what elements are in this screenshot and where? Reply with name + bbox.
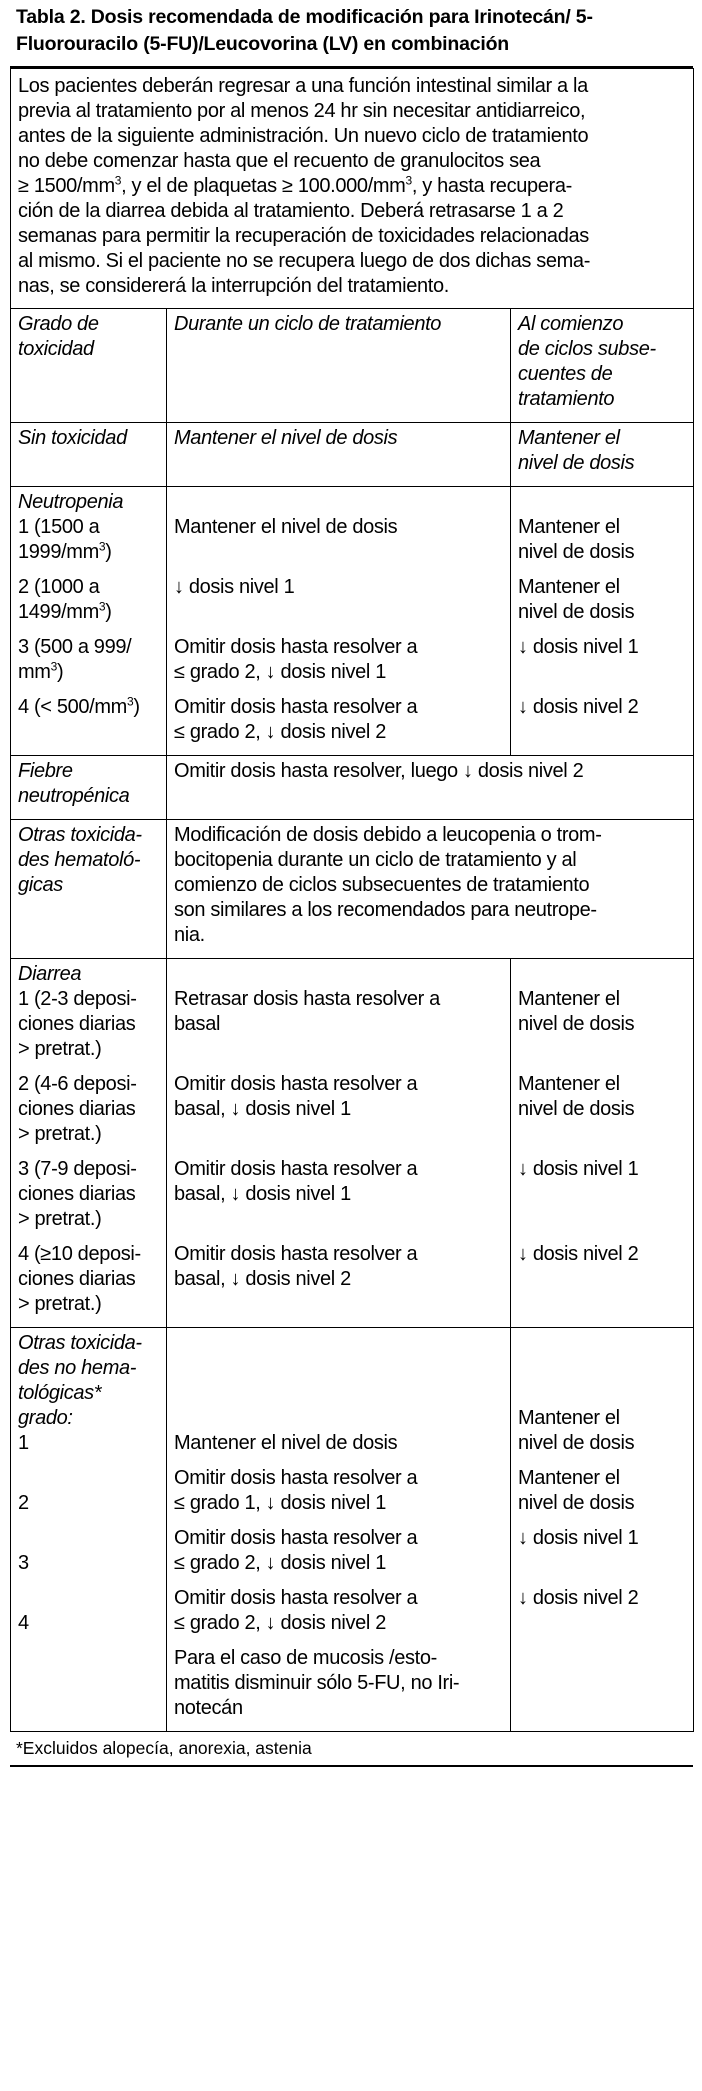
cell-text: Mantener el xyxy=(518,1467,620,1489)
intro-line xyxy=(18,174,686,199)
cell-text: bocitopenia durante un ciclo de tratamiento y al xyxy=(174,849,577,871)
grade-text xyxy=(18,600,159,625)
grade-text xyxy=(18,695,159,720)
cell-next xyxy=(511,959,694,1328)
superscript: 3 xyxy=(98,539,106,554)
spacer xyxy=(18,685,159,695)
spacer xyxy=(174,1456,503,1466)
spacer xyxy=(518,490,686,515)
grade-paren: ) xyxy=(133,696,140,718)
spacer xyxy=(518,1551,686,1586)
spacer xyxy=(174,1207,503,1242)
group-label: des no hema- xyxy=(18,1357,137,1379)
cell-text: Omitir dosis hasta resolver a xyxy=(174,1527,418,1549)
title-line: Fluorouracilo (5-FU)/Leucovorina (LV) en combinación xyxy=(16,33,510,55)
spacer xyxy=(518,1516,686,1526)
grade-text: 3 (500 a 999/ xyxy=(18,636,132,658)
cell-during xyxy=(167,487,511,756)
cell-next xyxy=(511,1328,694,1732)
title-line: Tabla 2. Dosis recomendada de modificación para Irinotecán/ 5- xyxy=(16,6,593,28)
cell-text: Omitir dosis hasta resolver a xyxy=(174,1073,418,1095)
cell-text: Mantener el xyxy=(518,988,620,1010)
cell-text: basal, ↓ dosis nivel 1 xyxy=(174,1098,351,1120)
document-page xyxy=(10,0,693,1767)
grade-text: ciones diarias xyxy=(18,1013,136,1035)
spacer xyxy=(18,1232,159,1242)
group-label: grado: xyxy=(18,1407,73,1429)
grade-text: ciones diarias xyxy=(18,1268,136,1290)
cell-text: Omitir dosis hasta resolver a xyxy=(174,696,418,718)
row-febrile-neutropenia xyxy=(11,756,694,820)
granulocyte-threshold: ≥ 1500/mm xyxy=(18,175,115,197)
platelet-threshold: , y el de plaquetas ≥ 100.000/mm xyxy=(121,175,406,197)
cell-text: ↓ dosis nivel 1 xyxy=(518,1527,639,1549)
intro-line: Los pacientes deberán regresar a una función intestinal similar a la xyxy=(18,75,588,97)
intro-line: al mismo. Si el paciente no se recupera luego de dos dichas sema- xyxy=(18,250,591,272)
cell-text: Fiebre xyxy=(18,760,73,782)
grade-text: ciones diarias xyxy=(18,1183,136,1205)
grade-paren: ) xyxy=(105,601,112,623)
cell-grade xyxy=(11,1328,167,1732)
cell-text: basal, ↓ dosis nivel 2 xyxy=(174,1268,351,1290)
header-text: tratamiento xyxy=(518,388,615,410)
table-title xyxy=(10,0,693,66)
superscript: 3 xyxy=(50,659,57,674)
cell-text: Mantener el nivel de dosis xyxy=(174,516,398,538)
grade-paren: ) xyxy=(105,541,112,563)
spacer xyxy=(18,720,159,745)
cell-text: nivel de dosis xyxy=(518,1013,635,1035)
grade-paren: ) xyxy=(56,661,64,683)
grade-text: 3 (7-9 deposi- xyxy=(18,1158,137,1180)
superscript: 3 xyxy=(126,694,134,709)
cell-next xyxy=(511,487,694,756)
header-text: de ciclos subse- xyxy=(518,338,656,360)
spacer xyxy=(518,1037,686,1072)
spacer xyxy=(518,962,686,987)
cell-text: Mantener el nivel de dosis xyxy=(174,1432,398,1454)
spacer xyxy=(174,540,503,575)
cell-text: Omitir dosis hasta resolver a xyxy=(174,1587,418,1609)
cell-text: Omitir dosis hasta resolver a xyxy=(174,1158,418,1180)
cell-grade xyxy=(11,487,167,756)
intro-cell xyxy=(11,69,694,309)
header-next-cycles xyxy=(511,309,694,423)
grade-text xyxy=(18,540,159,565)
header-text: Grado de xyxy=(18,313,99,335)
cell-during xyxy=(167,1328,511,1732)
cell-text: nivel de dosis xyxy=(518,1432,635,1454)
header-text: toxicidad xyxy=(18,338,94,360)
cell-text: ↓ dosis nivel 1 xyxy=(518,1158,639,1180)
cell-text: neutropénica xyxy=(18,785,130,807)
cell-text: comienzo de ciclos subsecuentes de tratamiento xyxy=(174,874,590,896)
spacer xyxy=(518,565,686,575)
header-during-cycle xyxy=(167,309,511,423)
cell-text: ≤ grado 2, ↓ dosis nivel 2 xyxy=(174,721,386,743)
superscript: 3 xyxy=(98,599,106,614)
cell-text: basal, ↓ dosis nivel 1 xyxy=(174,1183,351,1205)
spacer xyxy=(174,490,503,515)
grade-text: 2 xyxy=(18,1492,29,1514)
intro-line: antes de la siguiente administración. Un nuevo ciclo de tratamiento xyxy=(18,125,589,147)
cell-during-merged: Omitir dosis hasta resolver, luego ↓ dosis nivel 2 xyxy=(167,756,694,820)
spacer xyxy=(18,1147,159,1157)
spacer xyxy=(174,1636,503,1646)
spacer xyxy=(174,962,503,987)
cell-text: des hematoló- xyxy=(18,849,141,871)
cell-text: Omitir dosis hasta resolver a xyxy=(174,1243,418,1265)
mucositis-note: matitis disminuir sólo 5-FU, no Iri- xyxy=(174,1672,460,1694)
grade-text: 2 (4-6 deposi- xyxy=(18,1073,137,1095)
cell-text: Mantener el xyxy=(518,1073,620,1095)
spacer xyxy=(18,565,159,575)
superscript: 3 xyxy=(405,173,412,188)
cell-text: nivel de dosis xyxy=(518,601,635,623)
cell-text: ≤ grado 1, ↓ dosis nivel 1 xyxy=(174,1492,386,1514)
grade-text: 1 xyxy=(18,1432,29,1454)
spacer xyxy=(174,600,503,635)
cell-text: gicas xyxy=(18,874,63,896)
grade-text: > pretrat.) xyxy=(18,1208,102,1230)
cell-text: nivel de dosis xyxy=(518,452,635,474)
intro-row xyxy=(11,69,694,309)
cell-text: Mantener el xyxy=(518,427,620,449)
grade-text: 2 (1000 a xyxy=(18,576,100,598)
cell-text: Modificación de dosis debido a leucopenia o trom- xyxy=(174,824,602,846)
cell-text: ↓ dosis nivel 1 xyxy=(174,576,295,598)
grade-text: 3 xyxy=(18,1552,29,1574)
spacer xyxy=(18,1456,159,1491)
grade-unit: 1499/mm xyxy=(18,601,99,623)
cell-text: son similares a los recomendados para neutrope- xyxy=(174,899,597,921)
cell-text: ↓ dosis nivel 2 xyxy=(518,696,639,718)
cell-during-merged xyxy=(167,820,694,959)
spacer xyxy=(518,1122,686,1157)
cell-text: ≤ grado 2, ↓ dosis nivel 2 xyxy=(174,1612,386,1634)
cell-text: basal xyxy=(174,1013,221,1035)
row-other-hematologic xyxy=(11,820,694,959)
spacer xyxy=(174,685,503,695)
intro-line: semanas para permitir la recuperación de toxicidades relacionadas xyxy=(18,225,589,247)
cell-text: nivel de dosis xyxy=(518,1098,635,1120)
cell-text: ≤ grado 2, ↓ dosis nivel 1 xyxy=(174,1552,386,1574)
spacer xyxy=(174,1122,503,1157)
grade-text: 1 (1500 a xyxy=(18,516,100,538)
cell-text: ↓ dosis nivel 2 xyxy=(518,1243,639,1265)
cell-during: Mantener el nivel de dosis xyxy=(167,423,511,487)
spacer xyxy=(518,1456,686,1466)
spacer xyxy=(518,625,686,635)
intro-line: nas, se considererá la interrupción del tratamiento. xyxy=(18,275,449,297)
row-no-toxicity xyxy=(11,423,694,487)
footnote: *Excluidos alopecía, anorexia, astenia xyxy=(10,1732,693,1767)
cell-grade xyxy=(11,959,167,1328)
grade-text: > pretrat.) xyxy=(18,1038,102,1060)
grade-text: 4 xyxy=(18,1612,29,1634)
spacer xyxy=(174,1516,503,1526)
row-neutropenia xyxy=(11,487,694,756)
cell-text: nivel de dosis xyxy=(518,541,635,563)
spacer xyxy=(174,1037,503,1072)
spacer xyxy=(518,660,686,695)
group-label: Diarrea xyxy=(18,963,82,985)
cell-text: ↓ dosis nivel 1 xyxy=(518,636,639,658)
cell-text: nia. xyxy=(174,924,205,946)
superscript: 3 xyxy=(114,173,122,188)
cell-grade xyxy=(11,756,167,820)
cell-text: Mantener el xyxy=(518,1407,620,1429)
spacer xyxy=(518,1182,686,1242)
dose-modification-table xyxy=(10,68,694,1732)
intro-line: ción de la diarrea debida al tratamiento. Deberá retrasarse 1 a 2 xyxy=(18,200,564,222)
grade-text: ciones diarias xyxy=(18,1098,136,1120)
header-row xyxy=(11,309,694,423)
cell-grade xyxy=(11,820,167,959)
spacer xyxy=(174,1576,503,1586)
cell-next xyxy=(511,423,694,487)
grade-text: 4 (≥10 deposi- xyxy=(18,1243,141,1265)
grade-text: > pretrat.) xyxy=(18,1293,102,1315)
spacer xyxy=(18,1516,159,1551)
header-text: Al comienzo xyxy=(518,313,624,335)
header-grade xyxy=(11,309,167,423)
grade-text: > pretrat.) xyxy=(18,1123,102,1145)
cell-text: Mantener el xyxy=(518,516,620,538)
group-label: Neutropenia xyxy=(18,491,124,513)
group-label: Otras toxicida- xyxy=(18,1332,142,1354)
spacer xyxy=(174,1331,503,1431)
cell-text: Mantener el xyxy=(518,576,620,598)
cell-text: Omitir dosis hasta resolver a xyxy=(174,1467,418,1489)
cell-text: nivel de dosis xyxy=(518,1492,635,1514)
cell-grade: Sin toxicidad xyxy=(11,423,167,487)
intro-line: previa al tratamiento por al menos 24 hr sin necesitar antidiarreico, xyxy=(18,100,586,122)
grade-unit: mm xyxy=(18,661,51,683)
group-label: tológicas* xyxy=(18,1382,102,1404)
cell-text: ↓ dosis nivel 2 xyxy=(518,1587,639,1609)
mucositis-note: Para el caso de mucosis /esto- xyxy=(174,1647,437,1669)
mucositis-note: notecán xyxy=(174,1697,243,1719)
grade-unit: 1999/mm xyxy=(18,541,99,563)
cell-text: Otras toxicida- xyxy=(18,824,142,846)
row-other-non-hematologic xyxy=(11,1328,694,1732)
spacer xyxy=(18,1062,159,1072)
spacer xyxy=(518,1331,686,1406)
grade-text: 1 (2-3 deposi- xyxy=(18,988,137,1010)
grade-text xyxy=(18,660,159,685)
header-text: cuentes de xyxy=(518,363,613,385)
spacer xyxy=(18,625,159,635)
header-text: Durante un ciclo de tratamiento xyxy=(174,313,442,335)
grade-unit: 4 (< 500/mm xyxy=(18,696,127,718)
row-diarrhea xyxy=(11,959,694,1328)
cell-text: ≤ grado 2, ↓ dosis nivel 1 xyxy=(174,661,386,683)
intro-text: , y hasta recupera- xyxy=(411,175,572,197)
intro-line: no debe comenzar hasta que el recuento de granulocitos sea xyxy=(18,150,541,172)
spacer xyxy=(18,1576,159,1611)
cell-text: Retrasar dosis hasta resolver a xyxy=(174,988,440,1010)
cell-during xyxy=(167,959,511,1328)
cell-text: Omitir dosis hasta resolver a xyxy=(174,636,418,658)
